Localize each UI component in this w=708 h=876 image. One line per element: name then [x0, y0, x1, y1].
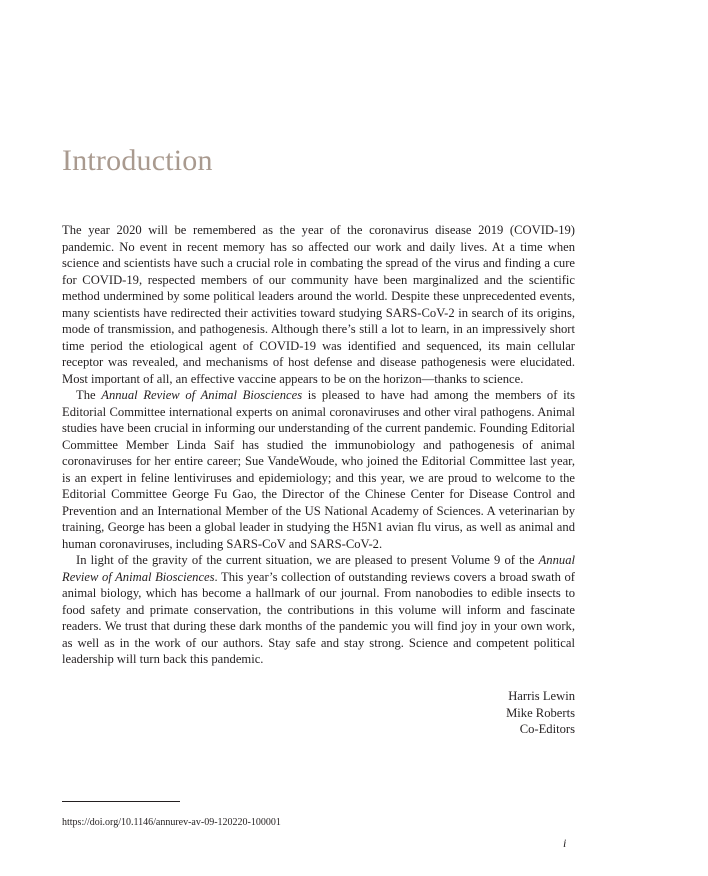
page-title: Introduction [62, 144, 213, 177]
journal-name: Annual Review of Animal Biosciences [62, 553, 575, 584]
doi-link[interactable]: https://doi.org/10.1146/annurev-av-09-120220-100001 [62, 817, 281, 828]
page-number: i [563, 836, 567, 850]
paragraph-1-text: The year 2020 will be remembered as the year of the coronavirus disease 2019 (COVID-19) pandemic. No event in recent memory has so affected our work and daily lives. At a time when science and scientists have such a crucial role in combating the spread of the virus and finding a cure for COVID-19, respected members of our community have been marginalized and the scientific method undermined by some political leaders around the world. Despite these unprecedented events, many scientists have redirected their activities toward studying SARS-CoV-2 in search of its origins, mode of transmission, and pathogenesis. Although there’s still a lot to learn, in an impressively short time period the etiological agent of COVID-19 was identified and sequenced, its main cellular receptor was revealed, and mechanisms of host defense and disease pathogenesis were elucidated. Most important of all, an effective vaccine appears to be on the horizon—thanks to science. [62, 223, 575, 386]
paragraph-3-text-a: In light of the gravity of the current situation, we are pleased to present Volume 9 of the [76, 553, 539, 567]
paragraph-3 [62, 552, 575, 668]
body-text [62, 222, 575, 668]
paragraph-3-text-b: . This year’s collection of outstanding reviews covers a broad swath of animal biology, which has become a hallmark of our journal. From nanobodies to edible insects to food safety and primate conservation, the contributions in this volume will inform and fascinate readers. We trust that during these dark months of the pandemic you will find joy in your own work, as well as in the work of our authors. Stay safe and stay strong. Science and competent political leadership will turn back this pandemic. [62, 569, 575, 666]
paragraph-2 [62, 387, 575, 552]
footnote-rule [62, 801, 180, 802]
signature-role: Co-Editors [519, 722, 575, 736]
signature-block [506, 688, 575, 738]
paragraph-1 [62, 222, 575, 387]
paragraph-2-text-a: The [76, 388, 102, 402]
paragraph-2-text-b: is pleased to have had among the members of its Editorial Committee international experts on animal coronaviruses and other viral pathogens. Animal studies have been crucial in informing our understanding of the current pandemic. Founding Editorial Committee Member Linda Saif has studied the immunobiology and pathogenesis of animal coronaviruses for her entire career; Sue VandeWoude, who joined the Editorial Committee last year, is an expert in feline lentiviruses and epidemiology; and this year, we are proud to welcome to the Editorial Committee George Fu Gao, the Director of the Chinese Center for Disease Control and Prevention and an International Member of the US National Academy of Sciences. A veterinarian by training, George has been a global leader in studying the H5N1 avian flu virus, as well as animal and human coronaviruses, including SARS-CoV and SARS-CoV-2. [62, 388, 575, 551]
journal-name: Annual Review of Animal Biosciences [101, 388, 303, 402]
signature-name-2: Mike Roberts [506, 705, 575, 720]
signature-name-1: Harris Lewin [508, 689, 575, 703]
